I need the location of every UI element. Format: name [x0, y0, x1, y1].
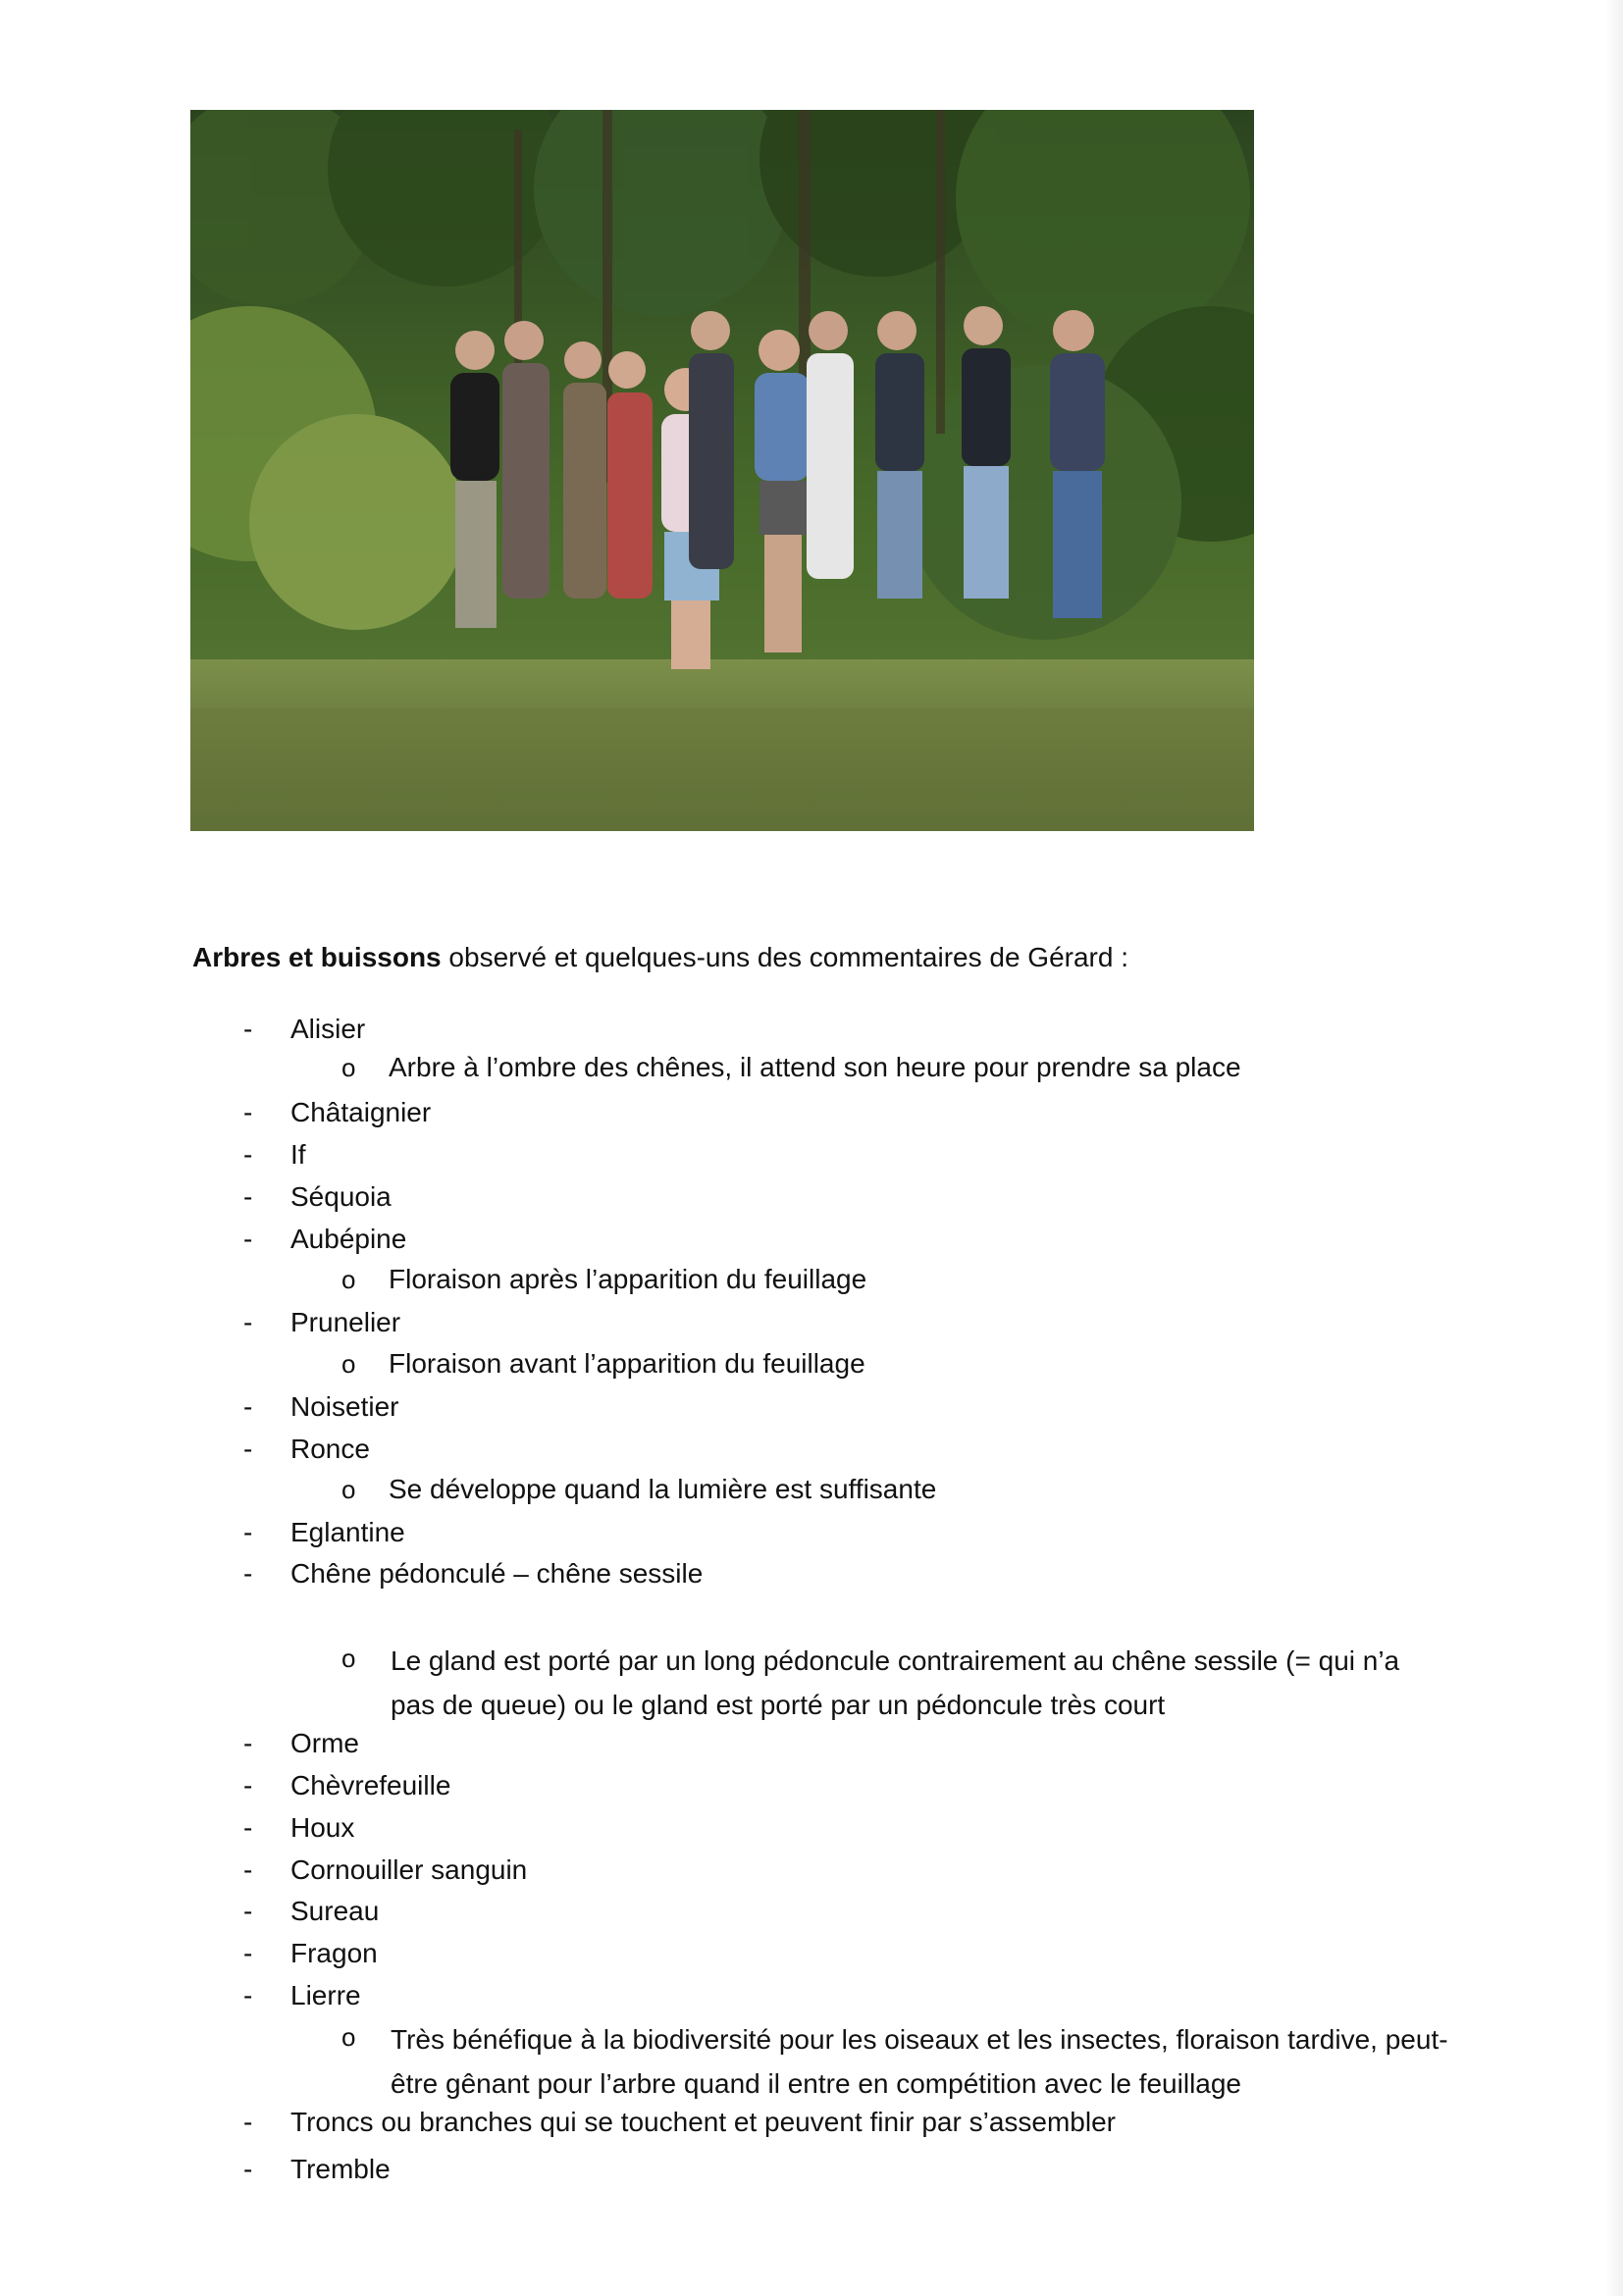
- item-label: Fragon: [290, 1938, 378, 1968]
- bullet-dash: -: [243, 1139, 253, 1170]
- item-label: Eglantine: [290, 1517, 405, 1547]
- item-label: If: [290, 1139, 306, 1170]
- scan-edge: [1605, 0, 1623, 2296]
- bullet-circle: o: [341, 1644, 356, 1673]
- heading-bold: Arbres et buissons: [192, 942, 442, 972]
- bullet-dash: -: [243, 1434, 253, 1464]
- item-label: Prunelier: [290, 1307, 401, 1337]
- item-label: Troncs ou branches qui se touchent et peuvent finir par s’assembler: [290, 2107, 1116, 2137]
- comment-text: Arbre à l’ombre des chênes, il attend son heure pour prendre sa place: [389, 1052, 1241, 1082]
- group-photo: [190, 110, 1254, 831]
- item-label: Châtaignier: [290, 1097, 432, 1127]
- bullet-circle: o: [341, 1265, 356, 1294]
- bullet-dash: -: [243, 1980, 253, 2010]
- comment-text: Floraison avant l’apparition du feuillage: [389, 1348, 865, 1379]
- item-label: Cornouiller sanguin: [290, 1854, 528, 1885]
- comment-text: Floraison après l’apparition du feuillage: [389, 1264, 867, 1294]
- bullet-dash: -: [243, 1854, 253, 1885]
- person-11: [1050, 310, 1105, 618]
- item-label: Houx: [290, 1812, 355, 1843]
- item-label: Séquoia: [290, 1181, 392, 1212]
- item-label: Chêne pédonculé – chêne sessile: [290, 1558, 704, 1589]
- item-label: Ronce: [290, 1434, 370, 1464]
- bullet-dash: -: [243, 1307, 253, 1337]
- section-heading: [192, 938, 1468, 977]
- group-photo-illustration: [190, 110, 1254, 831]
- person-9: [875, 311, 924, 599]
- bullet-dash: -: [243, 1181, 253, 1212]
- bullet-dash: -: [243, 1391, 253, 1422]
- item-label: Orme: [290, 1728, 359, 1758]
- bullet-dash: -: [243, 1558, 253, 1589]
- bullet-dash: -: [243, 1728, 253, 1758]
- bullet-circle: o: [341, 1349, 356, 1379]
- bullet-dash: -: [243, 2107, 253, 2137]
- item-label: Chèvrefeuille: [290, 1770, 451, 1800]
- comment-text: Se développe quand la lumière est suffisante: [389, 1474, 937, 1504]
- bullet-dash: -: [243, 1896, 253, 1926]
- bullet-dash: -: [243, 1014, 253, 1044]
- bullet-dash: -: [243, 2154, 253, 2184]
- bullet-dash: -: [243, 1812, 253, 1843]
- item-label: Alisier: [290, 1014, 366, 1044]
- bullet-dash: -: [243, 1770, 253, 1800]
- bullet-circle: o: [341, 2022, 356, 2052]
- item-label: Lierre: [290, 1980, 361, 2010]
- item-label: Noisetier: [290, 1391, 399, 1422]
- bullet-dash: -: [243, 1224, 253, 1254]
- person-10: [962, 306, 1011, 599]
- bullet-circle: o: [341, 1475, 356, 1504]
- item-label: Sureau: [290, 1896, 380, 1926]
- item-label: Tremble: [290, 2154, 391, 2184]
- bullet-dash: -: [243, 1938, 253, 1968]
- comment-text: Le gland est porté par un long pédoncule contrairement au chêne sessile (= qui n’a pas de queue) ou le gland est porté par un pédoncule très court: [391, 1645, 1400, 1720]
- bullet-circle: o: [341, 1053, 356, 1082]
- comment-text: Très bénéfique à la biodiversité pour les oiseaux et les insectes, floraison tardive, peut-être gênant pour l’arbre quand il entre en compétition avec le feuillage: [391, 2024, 1448, 2099]
- bullet-dash: -: [243, 1517, 253, 1547]
- bullet-dash: -: [243, 1097, 253, 1127]
- heading-rest: observé et quelques-uns des commentaires de Gérard :: [441, 942, 1129, 972]
- item-label: Aubépine: [290, 1224, 407, 1254]
